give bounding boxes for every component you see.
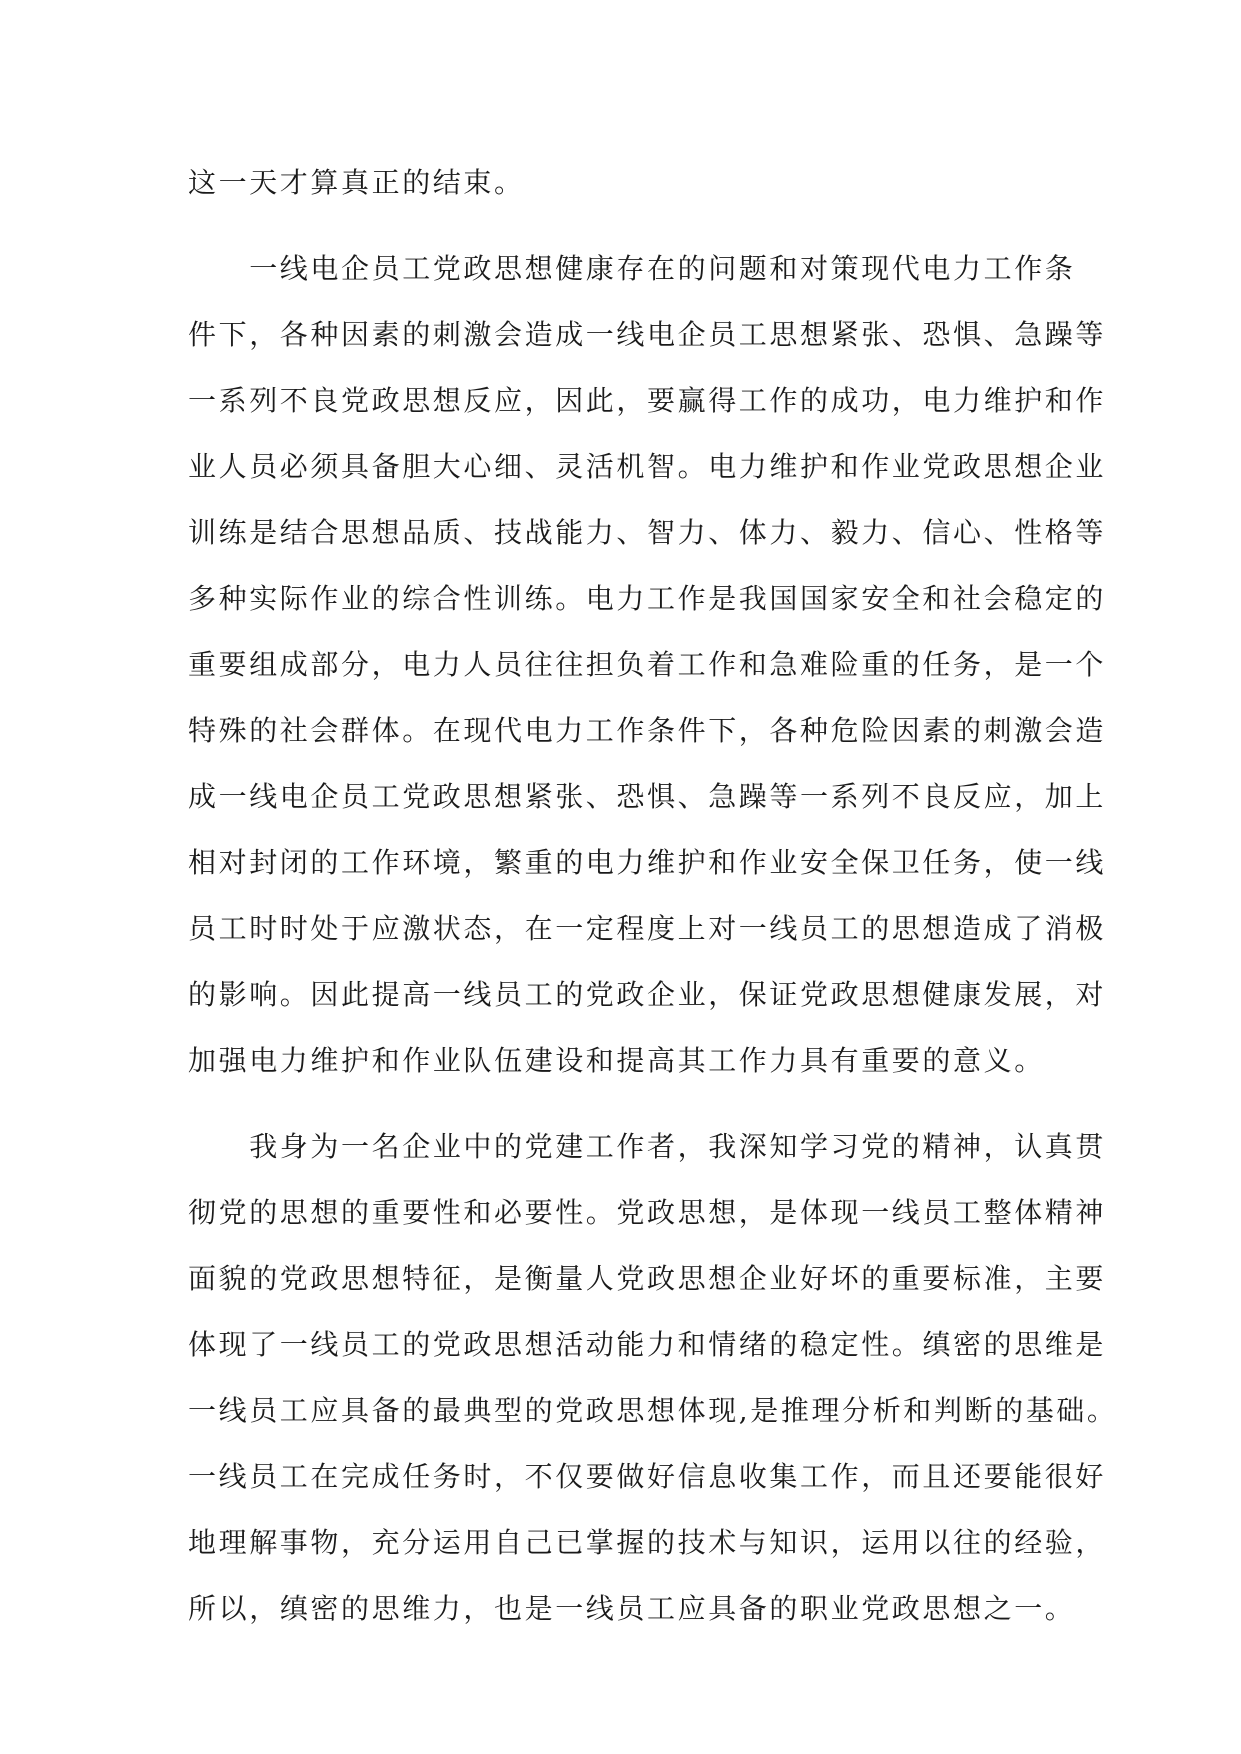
- text-line: 特殊的社会群体。在现代电力工作条件下，各种危险因素的刺激会造: [188, 714, 1107, 747]
- text-line: 一系列不良党政思想反应，因此，要赢得工作的成功，电力维护和作: [188, 384, 1107, 417]
- text-line: 员工时时处于应激状态，在一定程度上对一线员工的思想造成了消极: [188, 912, 1107, 945]
- paragraph-gap: [188, 1094, 1068, 1114]
- text-line: 件下，各种因素的刺激会造成一线电企员工思想紧张、恐惧、急躁等: [188, 318, 1107, 351]
- text-line: 训练是结合思想品质、技战能力、智力、体力、毅力、信心、性格等: [188, 516, 1107, 549]
- text-line: 重要组成部分，电力人员往往担负着工作和急难险重的任务，是一个: [188, 648, 1107, 681]
- text-line: 一线员工应具备的最典型的党政思想体现,是推理分析和判断的基础。: [188, 1394, 1118, 1427]
- text-line: 成一线电企员工党政思想紧张、恐惧、急躁等一系列不良反应，加上: [188, 780, 1107, 813]
- paragraph-gap: [188, 216, 1068, 236]
- text-line: 的影响。因此提高一线员工的党政企业，保证党政思想健康发展，对: [188, 978, 1107, 1011]
- text-line: 一线电企员工党政思想健康存在的问题和对策现代电力工作条: [188, 252, 1076, 285]
- text-line: 我身为一名企业中的党建工作者，我深知学习党的精神，认真贯: [188, 1130, 1107, 1163]
- document-body: [188, 150, 1118, 1642]
- text-line: 面貌的党政思想特征，是衡量人党政思想企业好坏的重要标准，主要: [188, 1262, 1107, 1295]
- text-line: 体现了一线员工的党政思想活动能力和情绪的稳定性。缜密的思维是: [188, 1328, 1107, 1361]
- text-line: 多种实际作业的综合性训练。电力工作是我国国家安全和社会稳定的: [188, 582, 1107, 615]
- paragraph-3: [188, 1114, 1118, 1642]
- text-line: 业人员必须具备胆大心细、灵活机智。电力维护和作业党政思想企业: [188, 450, 1107, 483]
- text-line: 加强电力维护和作业队伍建设和提高其工作力具有重要的意义。: [188, 1044, 1045, 1077]
- text-line: 这一天才算真正的结束。: [188, 166, 525, 199]
- paragraph-1: [188, 150, 1068, 216]
- text-line: 所以，缜密的思维力，也是一线员工应具备的职业党政思想之一。: [188, 1592, 1076, 1625]
- text-line: 一线员工在完成任务时，不仅要做好信息收集工作，而且还要能很好: [188, 1460, 1107, 1493]
- paragraph-2: [188, 236, 1107, 1094]
- text-line: 彻党的思想的重要性和必要性。党政思想，是体现一线员工整体精神: [188, 1196, 1107, 1229]
- text-line: 地理解事物，充分运用自己已掌握的技术与知识，运用以往的经验，: [188, 1526, 1107, 1559]
- text-line: 相对封闭的工作环境，繁重的电力维护和作业安全保卫任务，使一线: [188, 846, 1107, 879]
